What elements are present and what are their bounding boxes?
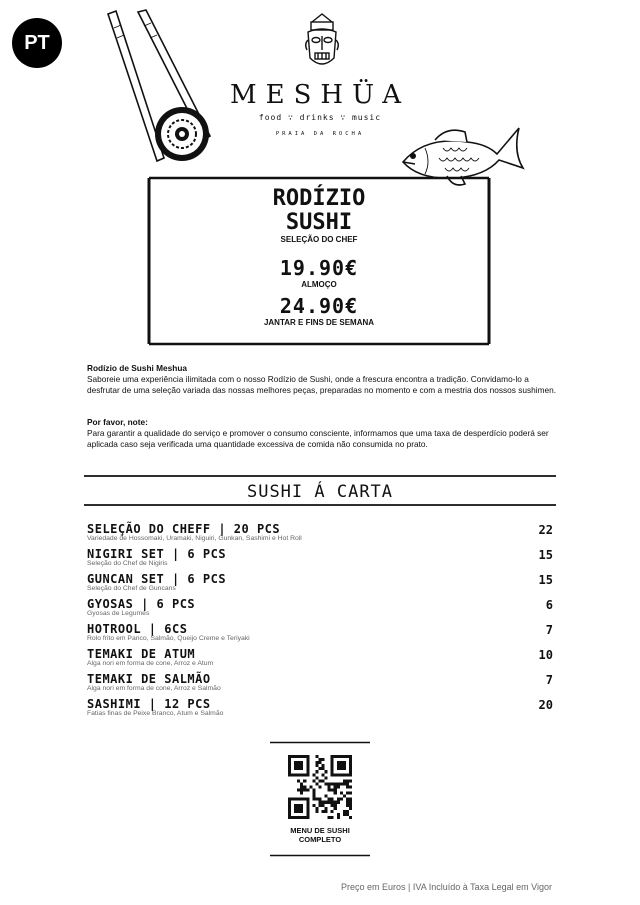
menu-item-description: Seleção do Chef de Guncans — [87, 585, 176, 592]
lunch-label: ALMOÇO — [301, 280, 337, 289]
menu-item-description: Alga nori em forma de cone, Arroz e Atum — [87, 660, 214, 667]
qr-rule-bottom — [270, 854, 370, 857]
menu-item-name: HOTROOL | 6CS — [87, 622, 188, 636]
note-heading: Por favor, note: — [87, 417, 148, 427]
brand-tagline: food ∵ drinks ∵ music — [258, 113, 382, 122]
brand-name: MESHÜA — [230, 80, 410, 110]
promo-title-line1: RODÍZIO — [272, 186, 366, 211]
menu-item-name: SELEÇÃO DO CHEFF | 20 PCS — [87, 522, 281, 536]
intro-heading: Rodízio de Sushi Meshua — [87, 363, 188, 373]
menu-item-name: NIGIRI SET | 6 PCS — [87, 547, 227, 561]
menu-item-description: Rolo frito em Panco, Salmão, Queijo Creme e Teriyaki — [87, 635, 250, 642]
footer-note: Preço em Euros | IVA Incluído à Taxa Legal em Vigor — [341, 882, 552, 892]
section-title: SUSHI Á CARTA — [246, 482, 394, 502]
qr-code[interactable] — [288, 755, 352, 819]
menu-item-name: GUNCAN SET | 6 PCS — [87, 572, 227, 586]
lunch-price: 19.90€ — [279, 256, 359, 280]
menu-item — [87, 622, 553, 647]
menu-item-price: 15 — [538, 548, 553, 562]
menu-item-price: 6 — [545, 598, 553, 612]
menu-item — [87, 597, 553, 622]
menu-item — [87, 522, 553, 547]
menu-item-price: 10 — [538, 648, 553, 662]
menu-item-price: 15 — [538, 573, 553, 587]
menu-item-name: TEMAKI DE ATUM — [87, 647, 196, 661]
qr-caption-line1: MENU DE SUSHI — [290, 826, 350, 835]
menu-item-description: Alga nori em forma de cone, Arroz e Salmão — [87, 685, 221, 692]
promo-title-line2: SUSHI — [285, 210, 353, 235]
menu-item-name: TEMAKI DE SALMÃO — [87, 672, 211, 686]
tribal-mask-logo — [302, 12, 342, 74]
menu-item — [87, 547, 553, 572]
promo-subtitle: SELEÇÃO DO CHEF — [280, 235, 358, 244]
menu-item — [87, 672, 553, 697]
brand-location: PRAIA DA ROCHA — [275, 131, 365, 137]
menu-item — [87, 697, 553, 722]
menu-item-description: Gyosas de Legumes — [87, 610, 150, 617]
qr-caption-line2: COMPLETO — [298, 835, 342, 844]
menu-item-price: 22 — [538, 523, 553, 537]
qr-rule-top — [270, 741, 370, 744]
menu-item-description: Fatias finas de Peixe Branco, Atum e Salmão — [87, 710, 224, 717]
menu-item-name: SASHIMI | 12 PCS — [87, 697, 211, 711]
menu-item-price: 20 — [538, 698, 553, 712]
menu-item — [87, 647, 553, 672]
language-badge[interactable]: PT — [12, 18, 62, 68]
menu-item-price: 7 — [545, 673, 553, 687]
dinner-price: 24.90€ — [279, 294, 359, 318]
dinner-label: JANTAR E FINS DE SEMANA — [263, 318, 375, 327]
section-rule-bottom — [84, 503, 556, 507]
menu-item-description: Variedade de Hossomaki, Uramaki, Niguiri, Gunkan, Sashimi e Hot Roll — [87, 535, 302, 542]
intro-paragraph: Saboreie uma experiência ilimitada com o nosso Rodízio de Sushi, onde a frescura encontra a tradição. Convidamo-lo a desfrutar de uma seleção variada das nossas melhores peças, preparadas no momento e com a mestria dos nossos sushimen. — [87, 374, 557, 395]
menu-item — [87, 572, 553, 597]
menu-item-name: GYOSAS | 6 PCS — [87, 597, 196, 611]
rodizio-promo-box — [147, 176, 491, 346]
qr-caption — [270, 826, 370, 844]
menu-item-price: 7 — [545, 623, 553, 637]
note-text: Para garantir a qualidade do serviço e promover o consumo consciente, informamos que uma taxa de desperdício poderá ser aplicada caso seja verificada uma quantidade excessiva de comida não consumida no prato. — [87, 428, 549, 449]
menu-item-description: Seleção do Chef de Nigiris — [87, 560, 168, 567]
section-rule-top — [84, 474, 556, 478]
menu-list — [87, 522, 553, 722]
